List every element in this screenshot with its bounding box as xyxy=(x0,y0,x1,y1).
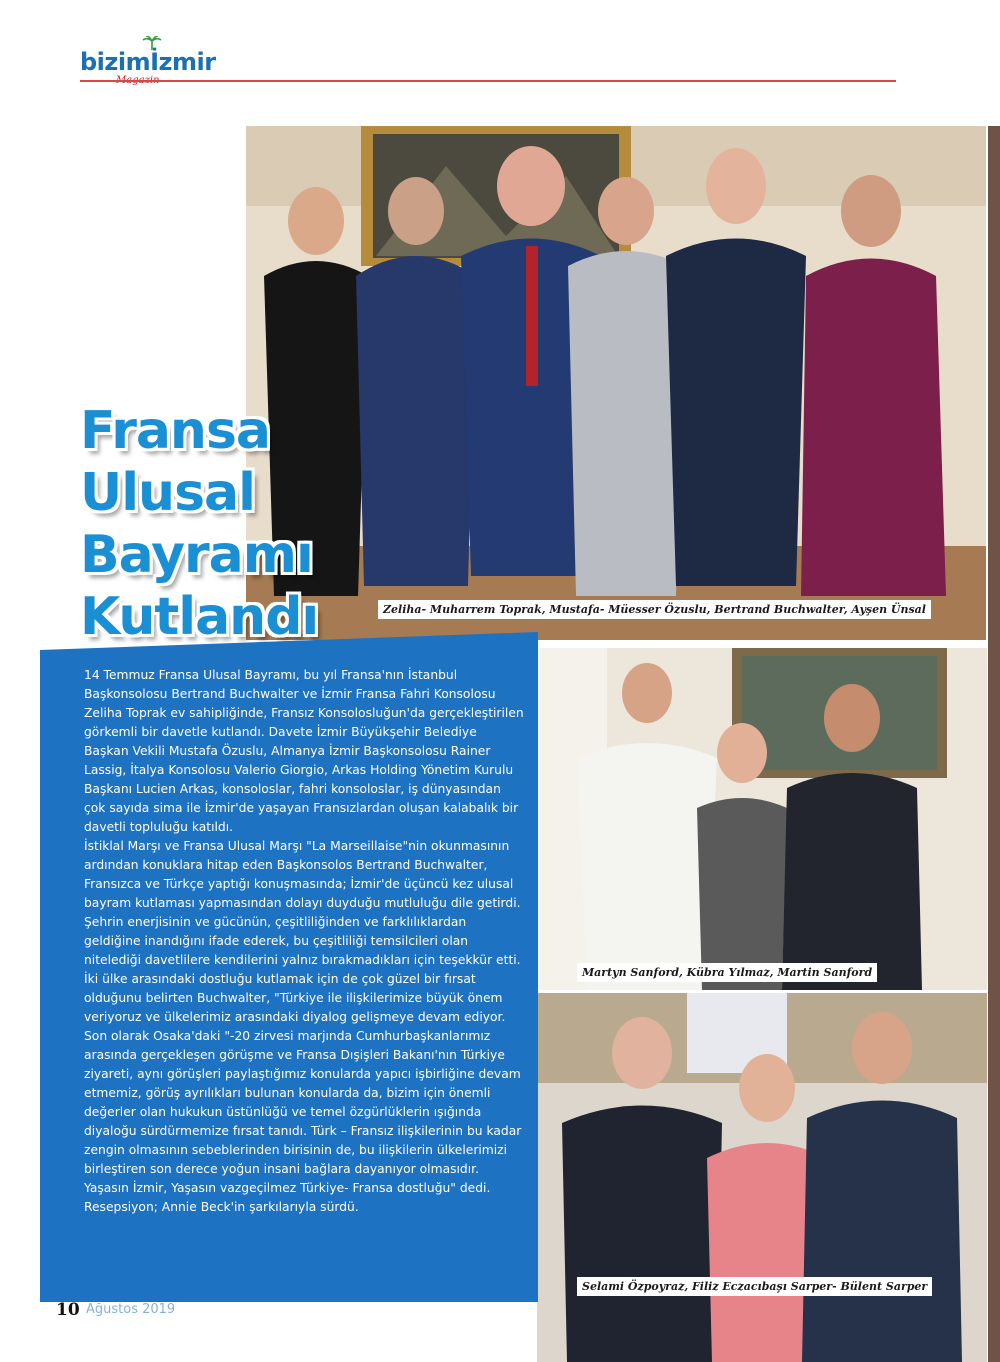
issue-date: Ağustos 2019 xyxy=(86,1302,176,1317)
page-number: 10 xyxy=(56,1300,80,1320)
title-line: Bayramı xyxy=(80,525,313,585)
photo-caption-middle: Martyn Sanford, Kübra Yılmaz, Martin Sanford xyxy=(577,963,877,982)
brand-logo xyxy=(80,48,220,93)
article-paragraph: Resepsiyon; Annie Beck'in şarkılarıyla sürdü. xyxy=(84,1200,359,1214)
palm-tree-icon xyxy=(142,36,162,50)
adjacent-page-edge xyxy=(988,126,1000,1362)
title-line: Ulusal xyxy=(80,463,255,523)
group-photo-top xyxy=(246,126,986,640)
article-body xyxy=(84,666,524,1217)
article-paragraph: İstiklal Marşı ve Fransa Ulusal Marşı "La Marseillaise"nin okunmasının ardından konuklara hitap eden Başkonsolos Bertrand Buchwalter, Fransızca ve Türkçe yaptığı konuşmasında; İzmir'de üçüncü kez ulusal bayram kutlaması yapmasından dolayı duyduğu mutluluğu dile getirdi. Şehrin enerjisinin ve gücünün, çeşitliliğinden ve farklılıklardan geldiğine inandığını ifade ederek, bu çeşitliliği temsilcileri olan nitelediği davetlilere kendilerini yalnız bırakmadıkları için teşekkür etti. xyxy=(84,839,521,967)
group-photo-bottom xyxy=(537,993,987,1362)
group-photo-middle xyxy=(537,648,987,990)
photo-caption-top: Zeliha- Muharrem Toprak, Mustafa- Müesser Özuslu, Bertrand Buchwalter, Ayşen Ünsal xyxy=(378,600,931,619)
photo-caption-bottom: Selami Özpoyraz, Filiz Eczacıbaşı Sarper- Bülent Sarper xyxy=(577,1277,932,1296)
article-paragraph: 14 Temmuz Fransa Ulusal Bayramı, bu yıl Fransa'nın İstanbul Başkonsolosu Bertrand Buchwalter ve İzmir Fransa Fahri Konsolosu Zeliha Toprak ev sahipliğinde, Fransız Konsolosluğun'da gerçekleştirilen görkemli bir davetle kutlandı. Davete İzmir Büyükşehir Belediye Başkan Vekili Mustafa Özuslu, Almanya İzmir Başkonsolosu Rainer Lassig, İtalya Konsolosu Valerio Giorgio, Arkas Holding Yönetim Kurulu Başkanı Lucien Arkas, konsoloslar, fahri konsoloslar, iş dünyasından çok sayıda sima ile İzmir'de yaşayan Fransızlardan oluşan kalabalık bir davetli topluluğu katıldı. xyxy=(84,668,524,834)
brand-name: bizimİzmir xyxy=(80,48,216,76)
title-line: Fransa xyxy=(80,401,270,461)
header-rule xyxy=(80,80,896,82)
title-line: Kutlandı xyxy=(80,587,319,647)
article-title xyxy=(80,400,318,648)
article-paragraph: İki ülke arasındaki dostluğu kutlamak için de çok güzel bir fırsat olduğunu belirten Buchwalter, "Türkiye ile ilişkilerimize büyük önem veriyoruz ve ülkelerimiz arasındaki diyalog gelişmeye devam ediyor. Son olarak Osaka'daki "-20 zirvesi marjında Cumhurbaşkanlarımız arasında gerçekleşen görüşme ve Fransa Dışişleri Bakanı'nın Türkiye ziyareti, aynı görüşleri paylaştığımız konularda yapıcı işbirliğine devam etmemiz, görüş ayrılıkları bulunan konularda da, bizim için önemli değerler olan hukukun üstünlüğü ve temel özgürlüklerin ışığında diyaloğu sürdürmemize fırsat tanıdı. Türk – Fransız ilişkilerinin bu kadar zengin olmasının sebeblerinden birisinin de, bu ilişkilerin ülkelerimizi birleştiren son derece yoğun insani bağlara dayanıyor olmasıdır. Yaşasın İzmir, Yaşasın vazgeçilmez Türkiye- Fransa dostluğu" dedi. xyxy=(84,972,522,1195)
